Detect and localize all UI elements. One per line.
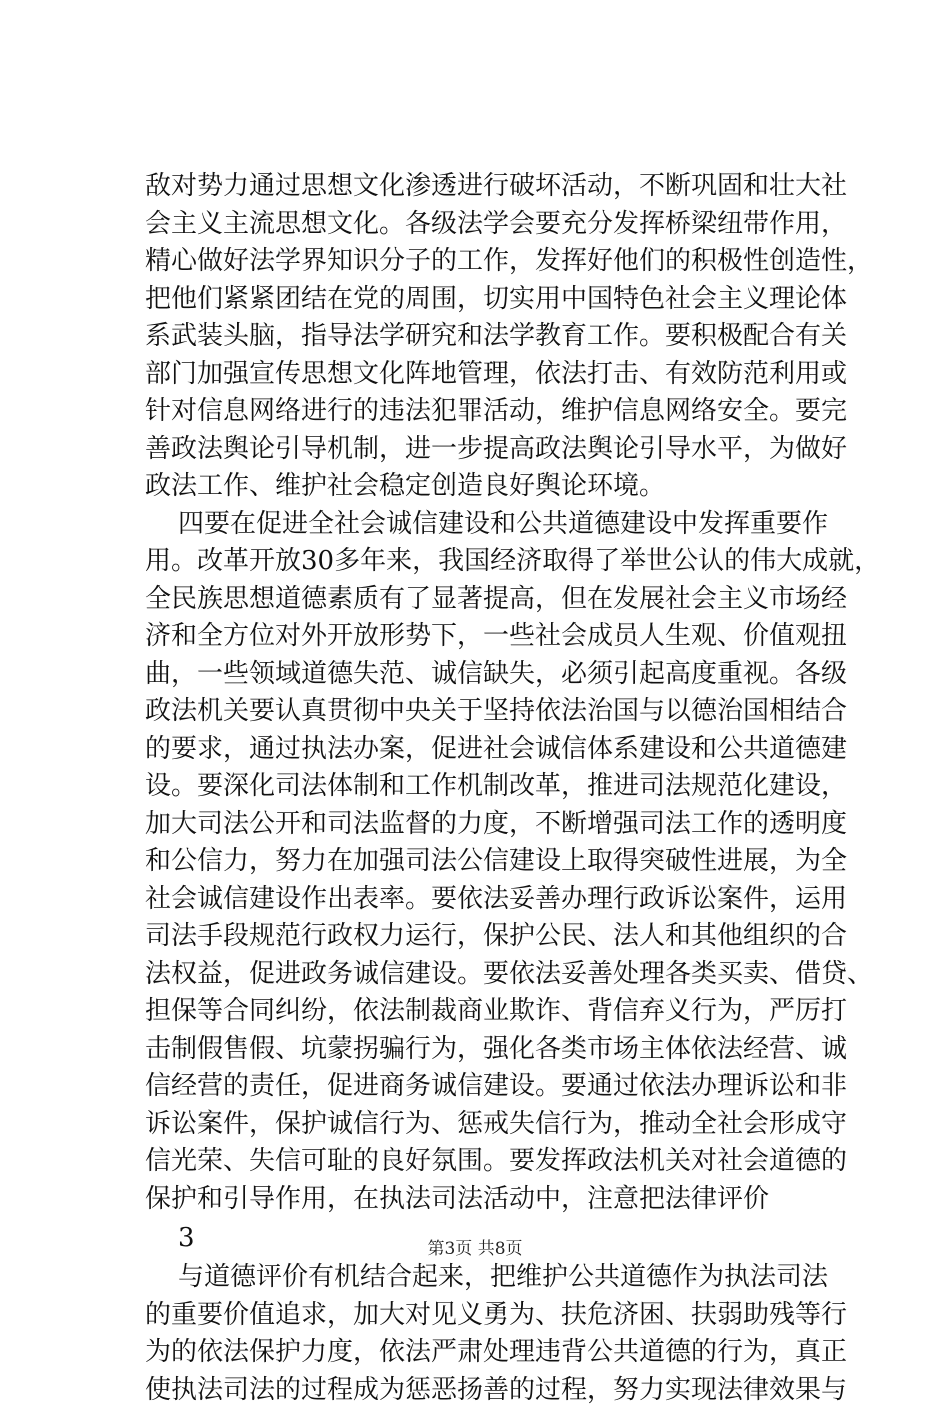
text-line: 针对信息网络进行的违法犯罪活动，维护信息网络安全。要完	[145, 396, 848, 426]
text-line: 和公信力，努力在加强司法公信建设上取得突破性进展，为全	[145, 846, 848, 876]
text-line: 保护和引导作用，在执法司法活动中，注意把法律评价	[145, 1183, 770, 1214]
text-line: 系武装头脑，指导法学研究和法学教育工作。要积极配合有关	[145, 321, 848, 351]
text-line: 把他们紧紧团结在党的周围，切实用中国特色社会主义理论体	[145, 283, 848, 314]
page-footer	[0, 1237, 950, 1261]
text-line: 用。改革开放30多年来，我国经济取得了举世公认的伟大成就，	[145, 546, 881, 576]
text-line: 击制假售假、坑蒙拐骗行为，强化各类市场主体依法经营、诚	[145, 1033, 848, 1064]
text-line: 诉讼案件，保护诚信行为、惩戒失信行为，推动全社会形成守	[145, 1108, 848, 1139]
text-line: 部门加强宣传思想文化阵地管理，依法打击、有效防范利用或	[145, 358, 848, 389]
text-line: 信光荣、失信可耻的良好氛围。要发挥政法机关对社会道德的	[145, 1146, 848, 1176]
text-line: 司法手段规范行政权力运行，保护公民、法人和其他组织的合	[145, 921, 848, 951]
text-line: 政法机关要认真贯彻中央关于坚持依法治国与以德治国相结合	[145, 696, 848, 726]
text-line: 济和全方位对外开放形势下，一些社会成员人生观、价值观扭	[145, 621, 848, 651]
text-line: 法权益，促进政务诚信建设。要依法妥善处理各类买卖、借贷、	[145, 958, 874, 989]
text-line: 使执法司法的过程成为惩恶扬善的过程，努力实现法律效果与	[145, 1374, 848, 1405]
text-line: 加大司法公开和司法监督的力度，不断增强司法工作的透明度	[145, 808, 848, 839]
text-line: 会主义主流思想文化。各级法学会要充分发挥桥梁纽带作用，	[145, 208, 848, 239]
text-line: 社会诚信建设作出表率。要依法妥善办理行政诉讼案件，运用	[145, 883, 848, 914]
inline-page-marker: 3	[178, 1223, 195, 1253]
paragraph-first-line: 与道德评价有机结合起来，把维护公共道德作为执法司法	[178, 1262, 829, 1292]
text-line: 信经营的责任，促进商务诚信建设。要通过依法办理诉讼和非	[145, 1071, 848, 1101]
text-line: 敌对势力通过思想文化渗透进行破坏活动，不断巩固和壮大社	[145, 171, 848, 201]
text-line: 担保等合同纠纷，依法制裁商业欺诈、背信弃义行为，严厉打	[145, 996, 848, 1026]
page-number-label: 第3页 共8页	[427, 1239, 523, 1259]
text-line: 的要求，通过执法办案，促进社会诚信体系建设和公共道德建	[145, 733, 848, 764]
text-line: 全民族思想道德素质有了显著提高，但在发展社会主义市场经	[145, 583, 848, 614]
text-line: 政法工作、维护社会稳定创造良好舆论环境。	[145, 471, 666, 501]
text-line: 的重要价值追求，加大对见义勇为、扶危济困、扶弱助残等行	[145, 1299, 848, 1330]
text-line: 善政法舆论引导机制，进一步提高政法舆论引导水平，为做好	[145, 433, 848, 464]
text-line: 曲，一些领域道德失范、诚信缺失，必须引起高度重视。各级	[145, 658, 848, 689]
text-line: 设。要深化司法体制和工作机制改革，推进司法规范化建设，	[145, 771, 848, 801]
paragraph-first-line: 四要在促进全社会诚信建设和公共道德建设中发挥重要作	[178, 508, 829, 539]
text-line: 精心做好法学界知识分子的工作，发挥好他们的积极性创造性，	[145, 246, 874, 276]
text-line: 为的依法保护力度，依法严肃处理违背公共道德的行为，真正	[145, 1337, 848, 1367]
